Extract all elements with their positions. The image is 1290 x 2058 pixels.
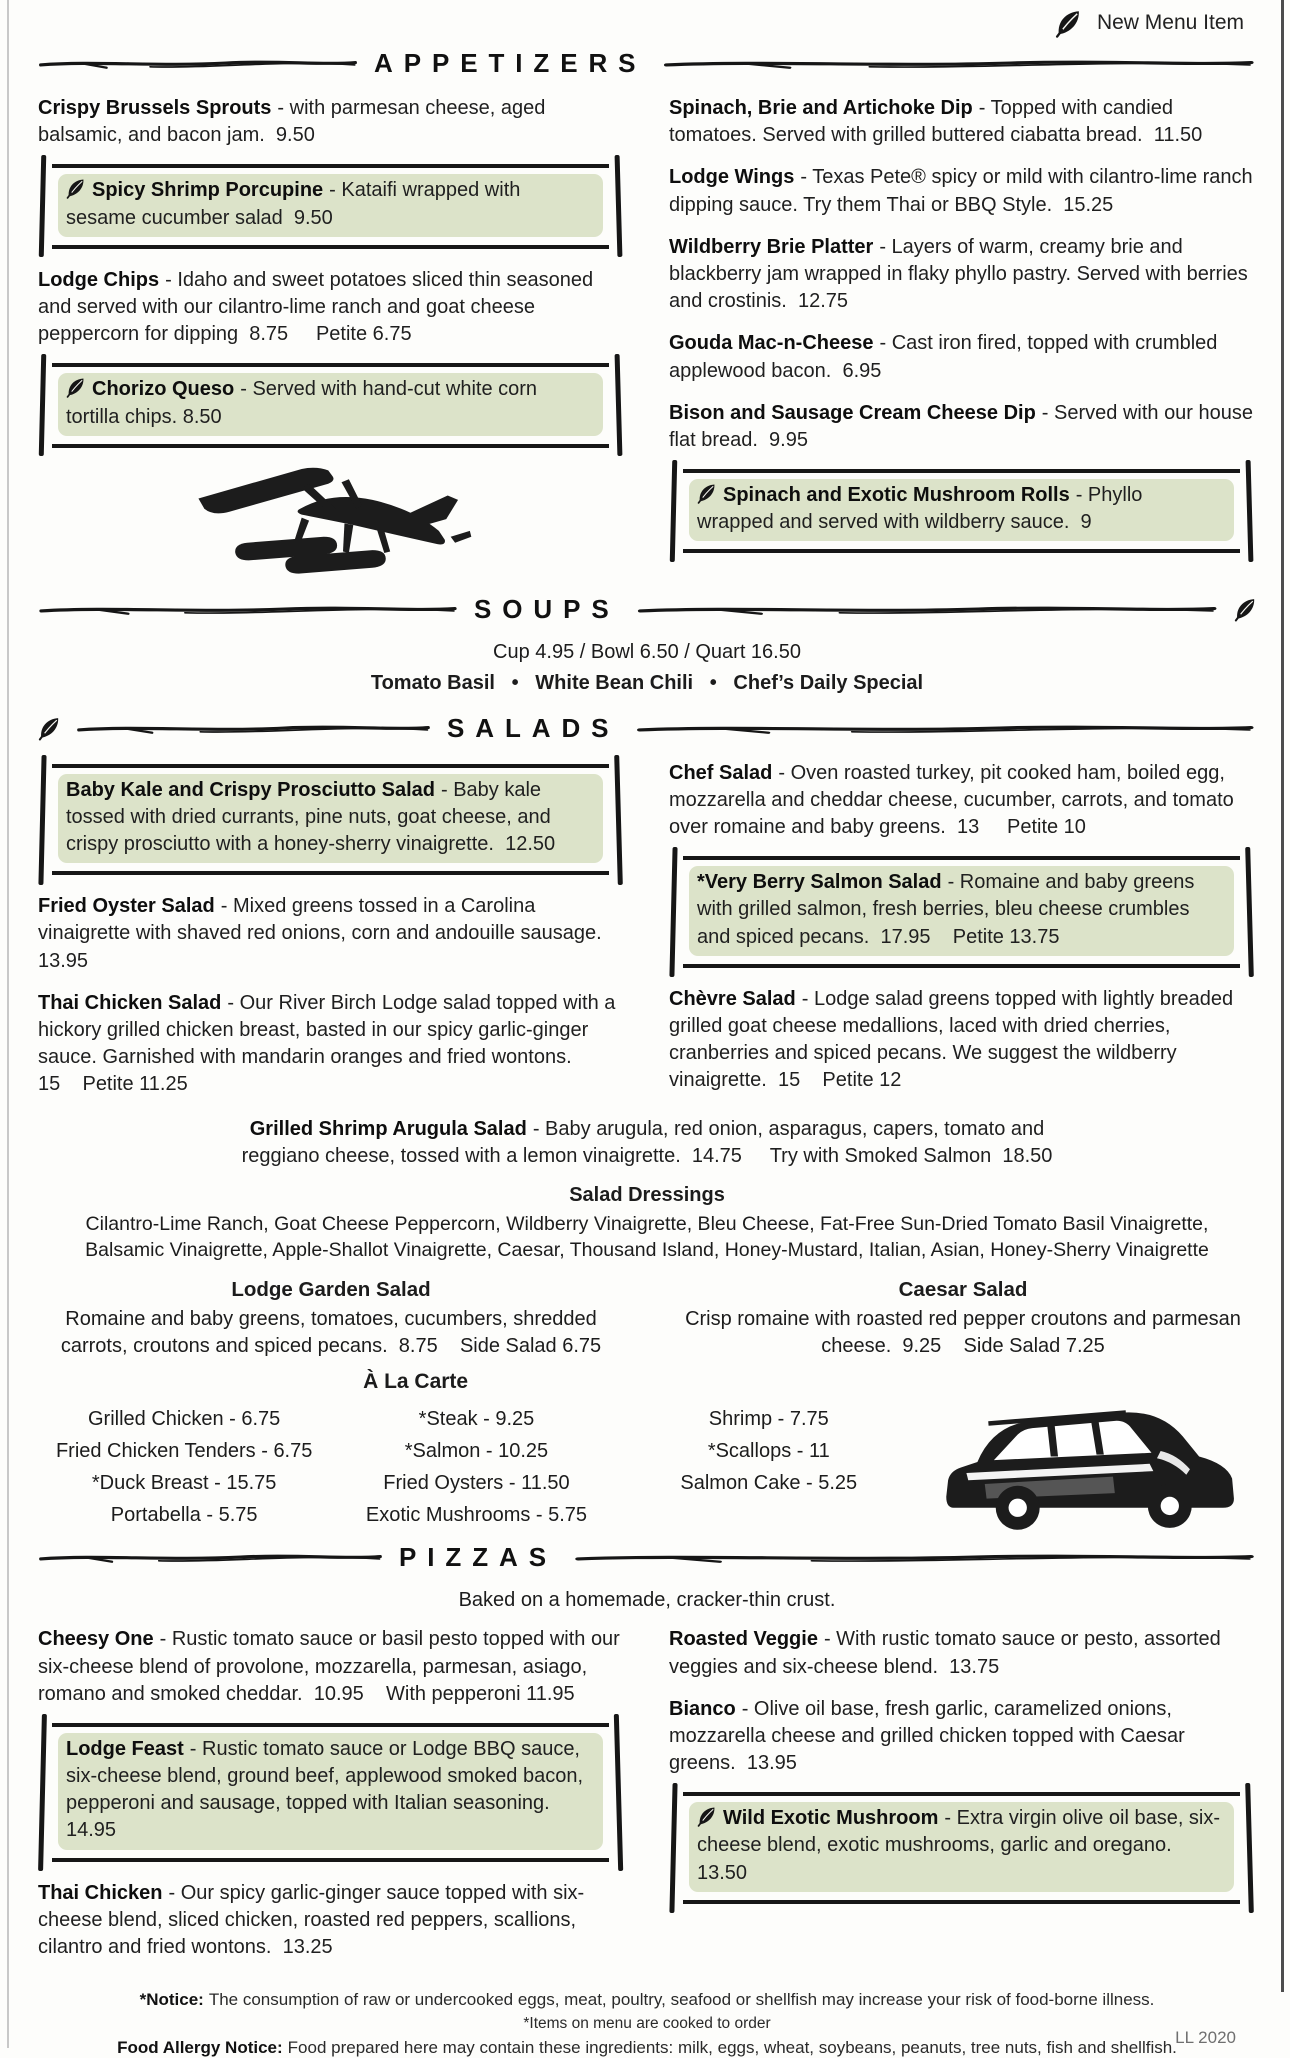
featured-frame (52, 164, 609, 248)
featured-frame (683, 856, 1240, 968)
menu-item (669, 234, 1256, 316)
a-la-carte-item: *Duck Breast - 15.75 (91, 1472, 277, 1495)
a-la-carte-item: Portabella - 5.75 (110, 1504, 258, 1527)
leaf-icon (1055, 8, 1081, 38)
item-desc: - Baby kale tossed with dried currants, pine nuts, goat cheese, and crispy prosciutto with a honey-sherry vinaigrette. 12.50 (66, 778, 556, 856)
twig-divider (76, 721, 431, 736)
featured-menu-item (40, 164, 621, 248)
item-name: Baby Kale and Crispy Prosciutto Salad (66, 778, 435, 801)
a-la-carte-column-2 (330, 1406, 622, 1534)
soups-header (38, 594, 1256, 625)
featured-highlight (58, 174, 603, 236)
item-desc: - with parmesan cheese, aged balsamic, and bacon jam. 9.50 (38, 97, 546, 147)
menu-item (669, 1626, 1256, 1680)
item-desc: - Romaine and baby greens with grilled salmon, fresh berries, bleu cheese crumbles and spiced pecans. 17.95 Petite 13.75 (697, 871, 1195, 948)
item-name: Chef Salad (669, 761, 773, 784)
salads-left-column (38, 760, 625, 1114)
appetizers-right-column (669, 95, 1256, 588)
caesar-salad (670, 1278, 1256, 1360)
item-desc: - With rustic tomato sauce or pesto, assorted veggies and six-cheese blend. 13.75 (669, 1628, 1221, 1678)
featured-frame (52, 363, 609, 447)
salad-dressings-title: Salad Dressings (569, 1183, 725, 1206)
new-item-legend (1055, 8, 1244, 38)
twig-divider (38, 56, 358, 71)
a-la-carte-column-3 (623, 1406, 915, 1502)
soup-varieties: Tomato Basil • White Bean Chili • Chef’s Daily Special (370, 671, 924, 694)
item-name: Fried Oyster Salad (38, 895, 215, 918)
featured-menu-item (40, 1723, 621, 1862)
lodge-garden-salad (38, 1278, 624, 1360)
item-desc: Romaine and baby greens, tomatoes, cucumbers, shredded carrots, croutons and spiced pecans. 8.75 Side Salad 6.75 (60, 1307, 602, 1358)
item-desc: - Topped with candied tomatoes. Served with grilled buttered ciabatta bread. 11.50 (669, 97, 1203, 147)
featured-frame (683, 469, 1240, 553)
featured-highlight (689, 1802, 1234, 1892)
featured-highlight (58, 1733, 603, 1850)
featured-highlight (58, 774, 603, 864)
menu-item (669, 760, 1256, 842)
appetizers-title: APPETIZERS (374, 48, 647, 78)
a-la-carte-item: Salmon Cake - 5.25 (680, 1472, 858, 1495)
allergy-notice (38, 2038, 1256, 2058)
twig-divider (38, 1550, 383, 1565)
twig-divider (662, 56, 1256, 71)
featured-frame (52, 1723, 609, 1862)
item-name: Lodge Chips (38, 268, 160, 291)
item-name: Spicy Shrimp Porcupine (92, 179, 324, 202)
featured-menu-item (671, 856, 1252, 968)
item-name: Roasted Veggie (669, 1628, 818, 1651)
woody-wagon-illustration (915, 1396, 1256, 1538)
a-la-carte-item: Fried Chicken Tenders - 6.75 (55, 1440, 313, 1463)
featured-menu-item (671, 469, 1252, 553)
menu-item (66, 1736, 593, 1845)
item-desc: - Olive oil base, fresh garlic, caramelized onions, mozzarella cheese and grilled chicken topped with Caesar greens. 13.95 (669, 1697, 1185, 1775)
appetizers-columns (38, 95, 1256, 588)
item-name: Wild Exotic Mushroom (723, 1807, 939, 1830)
twig-divider (635, 721, 1256, 736)
featured-highlight (58, 373, 603, 435)
notice-label: *Notice: (139, 1990, 204, 2010)
menu-item (697, 869, 1224, 951)
featured-menu-item (40, 363, 621, 447)
item-name: Chèvre Salad (669, 987, 796, 1010)
menu-item (669, 95, 1256, 149)
item-name: Thai Chicken (38, 1881, 163, 1904)
pizzas-columns (38, 1626, 1256, 1976)
salads-columns (38, 760, 1256, 1114)
pizzas-left-column (38, 1626, 625, 1976)
item-desc: - Our River Birch Lodge salad topped with a hickory grilled chicken breast, basted in our spicy garlic-ginger sauce. Garnished with mandarin oranges and fried wontons. 15 Petite 11.25 (38, 991, 616, 1096)
pizzas-title: PIZZAS (399, 1542, 557, 1573)
menu-item (66, 777, 593, 859)
item-name: Crispy Brussels Sprouts (38, 97, 272, 119)
item-name: Cheesy One (38, 1628, 154, 1651)
twig-divider (38, 602, 458, 617)
item-desc: - Extra virgin olive oil base, six-cheese blend, exotic mushrooms, garlic and oregano. 13.50 (697, 1807, 1221, 1884)
item-desc: - Served with hand-cut white corn tortilla chips. 8.50 (66, 378, 538, 428)
featured-frame (52, 764, 609, 876)
item-desc: - Our spicy garlic-ginger sauce topped with six-cheese blend, sliced chicken, roasted red peppers, scallions, cilantro and fried wontons. 13.25 (38, 1881, 585, 1959)
item-name: Chorizo Queso (92, 378, 235, 401)
page-edge-left (7, 0, 9, 2048)
leaf-icon (66, 177, 85, 199)
leaf-icon (697, 1805, 716, 1827)
item-desc: - Idaho and sweet potatoes sliced thin seasoned and served with our cilantro-lime ranch and goat cheese peppercorn for dipping 8.75 Petite 6.75 (38, 268, 594, 346)
a-la-carte-section (38, 1370, 1256, 1538)
allergy-text: Food prepared here may contain these ingredients: milk, eggs, wheat, soybeans, peanuts, tree nuts, fish and shellfish. (287, 2038, 1177, 2058)
salad-dressings-list: Cilantro-Lime Ranch, Goat Cheese Peppercorn, Wildberry Vinaigrette, Bleu Cheese, Fat-Free Sun-Dried Tomato Basil Vinaigrette, Balsamic Vinaigrette, Apple-Shallot Vinaigrette, Caesar, Thousand Island, Honey-Mustard, Italian, Asian, Honey-Sherry Vinaigrette (85, 1212, 1209, 1262)
item-desc: - Layers of warm, creamy brie and blackberry jam wrapped in flaky phyllo pastry. Served with berries and crostinis. 12.75 (669, 235, 1248, 313)
a-la-carte-columns (38, 1406, 1256, 1538)
menu-version-code: LL 2020 (1175, 2028, 1236, 2047)
menu-item (217, 1116, 1077, 1170)
appetizers-header (38, 48, 1256, 79)
pizzas-subtitle: Baked on a homemade, cracker-thin crust. (458, 1589, 836, 1612)
soups-title: SOUPS (474, 593, 620, 624)
item-desc: - Mixed greens tossed in a Carolina vinaigrette with shaved red onions, corn and andouille sausage. 13.95 (38, 895, 608, 972)
menu-item (66, 376, 593, 430)
item-name: Spinach, Brie and Artichoke Dip (669, 97, 973, 119)
menu-item (38, 1880, 625, 1962)
menu-item (669, 330, 1256, 384)
cooked-to-order-note: *Items on menu are cooked to order (523, 2015, 771, 2033)
menu-item (669, 164, 1256, 218)
leaf-icon (1234, 596, 1256, 622)
twig-divider (573, 1550, 1256, 1565)
item-name: Bison and Sausage Cream Cheese Dip (669, 401, 1036, 424)
item-name: Spinach and Exotic Mushroom Rolls (723, 484, 1070, 507)
pizzas-right-column (669, 1626, 1256, 1976)
item-desc: - Phyllo wrapped and served with wildberry sauce. 9 (697, 484, 1143, 534)
page-edge-right (1281, 0, 1284, 1992)
notice-text: The consumption of raw or undercooked eggs, meat, poultry, seafood or shellfish may increase your risk of food-borne illness. (208, 1990, 1155, 2010)
a-la-carte-item: *Steak - 9.25 (418, 1408, 535, 1431)
featured-menu-item (40, 764, 621, 876)
allergy-label: Food Allergy Notice: (117, 2038, 283, 2058)
item-name: Wildberry Brie Platter (669, 235, 874, 258)
item-desc: - Baby arugula, red onion, asparagus, capers, tomato and reggiano cheese, tossed with a lemon vinaigrette. 14.75 Try with Smoked Salmon 18.50 (241, 1117, 1053, 1167)
menu-item (38, 1626, 625, 1708)
menu-item (697, 482, 1224, 536)
leaf-icon (38, 715, 60, 741)
menu-item (38, 990, 625, 1099)
new-item-legend-label: New Menu Item (1096, 11, 1244, 34)
item-name: Grilled Shrimp Arugula Salad (249, 1117, 527, 1140)
item-desc: - Served with our house flat bread. 9.95 (669, 401, 1254, 451)
featured-highlight (689, 479, 1234, 541)
menu-item (66, 177, 593, 231)
leaf-icon (66, 376, 85, 398)
a-la-carte-item: *Scallops - 11 (707, 1440, 830, 1463)
salads-title: SALADS (447, 712, 620, 743)
pizzas-header (38, 1542, 1256, 1573)
item-desc: - Kataifi wrapped with sesame cucumber salad 9.50 (66, 179, 521, 229)
a-la-carte-title: À La Carte (363, 1370, 469, 1394)
item-name: Bianco (669, 1697, 736, 1720)
item-name: Thai Chicken Salad (38, 991, 222, 1014)
item-desc: - Lodge salad greens topped with lightly breaded grilled goat cheese medallions, laced with dried cherries, cranberries and spiced pecans. We suggest the wildberry vinaigrette. 15 Petite 12 (669, 987, 1234, 1092)
item-desc: - Cast iron fired, topped with crumbled applewood bacon. 6.95 (669, 332, 1218, 382)
menu-item (38, 267, 625, 349)
twig-divider (636, 602, 1218, 617)
side-salads-row (38, 1278, 1256, 1360)
item-desc: - Rustic tomato sauce or Lodge BBQ sauce, six-cheese blend, ground beef, applewood smoked bacon, pepperoni and sausage, topped with Italian seasoning. 14.95 (66, 1737, 584, 1842)
menu-item (669, 986, 1256, 1095)
a-la-carte-item: Shrimp - 7.75 (708, 1408, 829, 1431)
a-la-carte-item: Exotic Mushrooms - 5.75 (365, 1504, 588, 1527)
salads-right-column (669, 760, 1256, 1114)
item-name: Lodge Wings (669, 166, 795, 189)
menu-item (38, 893, 625, 975)
item-name: Gouda Mac-n-Cheese (669, 332, 874, 355)
item-desc: - Oven roasted turkey, pit cooked ham, boiled egg, mozzarella and cheddar cheese, cucumber, carrots, and tomato over romaine and baby greens. 13 Petite 10 (669, 761, 1234, 839)
menu-item (38, 95, 625, 149)
a-la-carte-item: Fried Oysters - 11.50 (383, 1472, 570, 1495)
item-desc: Crisp romaine with roasted red pepper croutons and parmesan cheese. 9.25 Side Salad 7.25 (685, 1307, 1241, 1358)
item-name: Lodge Garden Salad (231, 1277, 431, 1301)
a-la-carte-item: Grilled Chicken - 6.75 (88, 1408, 281, 1431)
item-desc: - Texas Pete® spicy or mild with cilantro-lime ranch dipping sauce. Try them Thai or BBQ Style. 15.25 (669, 166, 1253, 216)
featured-menu-item (671, 1792, 1252, 1904)
item-name: Caesar Salad (898, 1277, 1028, 1301)
item-name: Lodge Feast (66, 1737, 184, 1760)
menu-item (697, 1805, 1224, 1887)
a-la-carte-item: *Salmon - 10.25 (404, 1440, 549, 1463)
soup-sizes: Cup 4.95 / Bowl 6.50 / Quart 16.50 (493, 640, 801, 663)
leaf-icon (697, 482, 716, 504)
appetizers-left-column (38, 95, 625, 588)
item-name: *Very Berry Salmon Salad (697, 871, 942, 894)
featured-frame (683, 1792, 1240, 1904)
seaplane-illustration (114, 466, 548, 584)
featured-highlight (689, 866, 1234, 956)
a-la-carte-column-1 (38, 1406, 330, 1534)
salads-header (38, 713, 1256, 744)
menu-item (669, 1696, 1256, 1778)
consumption-notice (38, 1990, 1256, 2010)
item-desc: - Rustic tomato sauce or basil pesto topped with our six-cheese blend of provolone, mozzarella, parmesan, asiago, romano and smoked cheddar. 10.95 With pepperoni 11.95 (38, 1628, 620, 1705)
menu-item (669, 400, 1256, 454)
